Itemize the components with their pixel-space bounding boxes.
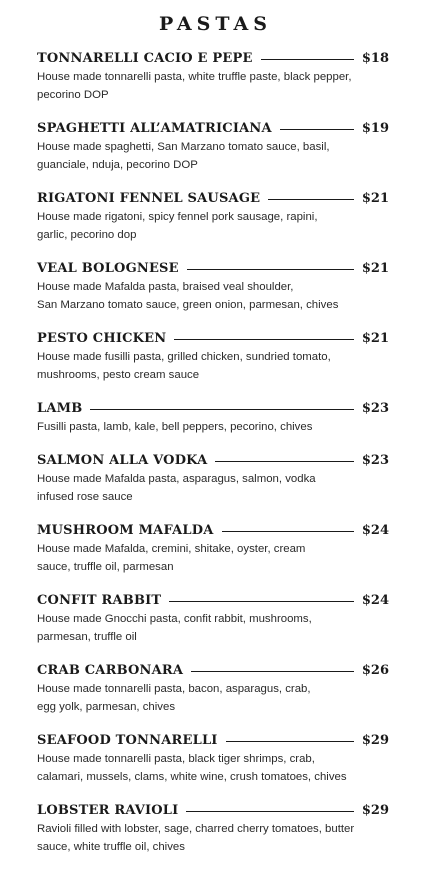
menu-item [37,522,389,576]
menu-item-price: $26 [361,663,389,678]
menu-item-description: House made tonnarelli pasta, white truffle paste, black pepper, [37,71,352,83]
menu-item-description: garlic, pecorino dop [37,229,137,241]
menu-item-name: MUSHROOM MAFALDA [37,523,214,538]
menu-item [37,190,389,244]
menu-item-description: San Marzano tomato sauce, green onion, parmesan, chives [37,299,339,311]
menu-item-header [37,452,389,470]
menu-item-price: $19 [361,121,389,136]
leader-line [174,339,354,340]
menu-item-header [37,400,389,418]
menu-item-description: House made tonnarelli pasta, black tiger shrimps, crab, [37,753,315,765]
menu-item-price: $18 [361,51,389,66]
menu-item-price: $23 [361,401,389,416]
menu-item [37,260,389,314]
menu-item-header [37,662,389,680]
menu-item [37,400,389,436]
menu-item-description: infused rose sauce [37,491,133,503]
menu-item-header [37,522,389,540]
menu-item [37,452,389,506]
menu-item [37,662,389,716]
menu-item-price: $23 [361,453,389,468]
leader-line [90,409,353,410]
menu-item-name: PESTO CHICKEN [37,331,167,346]
leader-line [215,461,353,462]
menu-item-name: TONNARELLI CACIO E PEPE [37,51,253,66]
menu-item [37,592,389,646]
leader-line [222,531,354,532]
menu-item-description: House made Mafalda pasta, braised veal shoulder, [37,281,294,293]
menu-item-description: pecorino DOP [37,89,109,101]
menu [37,0,389,872]
menu-item-price: $21 [361,191,389,206]
menu-item-name: CONFIT RABBIT [37,593,162,608]
menu-item-header [37,260,389,278]
menu-items [37,50,389,856]
menu-item-price: $29 [361,733,389,748]
menu-item-price: $21 [361,331,389,346]
menu-item [37,330,389,384]
menu-item-price: $24 [361,593,389,608]
menu-item [37,50,389,104]
menu-item-name: CRAB CARBONARA [37,663,184,678]
leader-line [169,601,354,602]
leader-line [191,671,354,672]
menu-item-description: sauce, white truffle oil, chives [37,841,185,853]
section-title: PASTAS [159,13,272,35]
menu-item [37,732,389,786]
leader-line [187,269,354,270]
menu-item-name: SPAGHETTI ALL’AMATRICIANA [37,121,272,136]
menu-item-description: Fusilli pasta, lamb, kale, bell peppers, pecorino, chives [37,421,313,433]
leader-line [268,199,354,200]
menu-item-description: parmesan, truffle oil [37,631,137,643]
menu-item-price: $29 [361,803,389,818]
menu-item [37,802,389,856]
menu-item-header [37,190,389,208]
menu-item-name: SALMON ALLA VODKA [37,453,208,468]
leader-line [280,129,354,130]
menu-item [37,120,389,174]
menu-item-header [37,330,389,348]
menu-item-name: LAMB [37,401,83,416]
leader-line [261,59,354,60]
menu-item-header [37,50,389,68]
menu-item-description: guanciale, nduja, pecorino DOP [37,159,198,171]
menu-item-description: sauce, truffle oil, parmesan [37,561,174,573]
menu-item-header [37,120,389,138]
menu-item-description: House made fusilli pasta, grilled chicken, sundried tomato, [37,351,331,363]
menu-item-name: RIGATONI FENNEL SAUSAGE [37,191,261,206]
menu-item-name: LOBSTER RAVIOLI [37,803,179,818]
menu-item-description: egg yolk, parmesan, chives [37,701,176,713]
menu-item-price: $24 [361,523,389,538]
menu-item-description: mushrooms, pesto cream sauce [37,369,200,381]
menu-item-description: House made Mafalda pasta, asparagus, salmon, vodka [37,473,316,485]
menu-item-price: $21 [361,261,389,276]
menu-item-description: Ravioli filled with lobster, sage, charred cherry tomatoes, butter [37,823,355,835]
leader-line [186,811,353,812]
leader-line [226,741,354,742]
menu-item-description: House made Gnocchi pasta, confit rabbit, mushrooms, [37,613,312,625]
menu-item-description: House made rigatoni, spicy fennel pork sausage, rapini, [37,211,318,223]
menu-item-description: House made tonnarelli pasta, bacon, asparagus, crab, [37,683,311,695]
menu-item-name: SEAFOOD TONNARELLI [37,733,218,748]
menu-item-name: VEAL BOLOGNESE [37,261,179,276]
menu-item-header [37,592,389,610]
menu-item-header [37,802,389,820]
menu-item-description: House made Mafalda, cremini, shitake, oyster, cream [37,543,306,555]
menu-item-description: calamari, mussels, clams, white wine, crush tomatoes, chives [37,771,347,783]
menu-item-description: House made spaghetti, San Marzano tomato sauce, basil, [37,141,330,153]
menu-item-header [37,732,389,750]
